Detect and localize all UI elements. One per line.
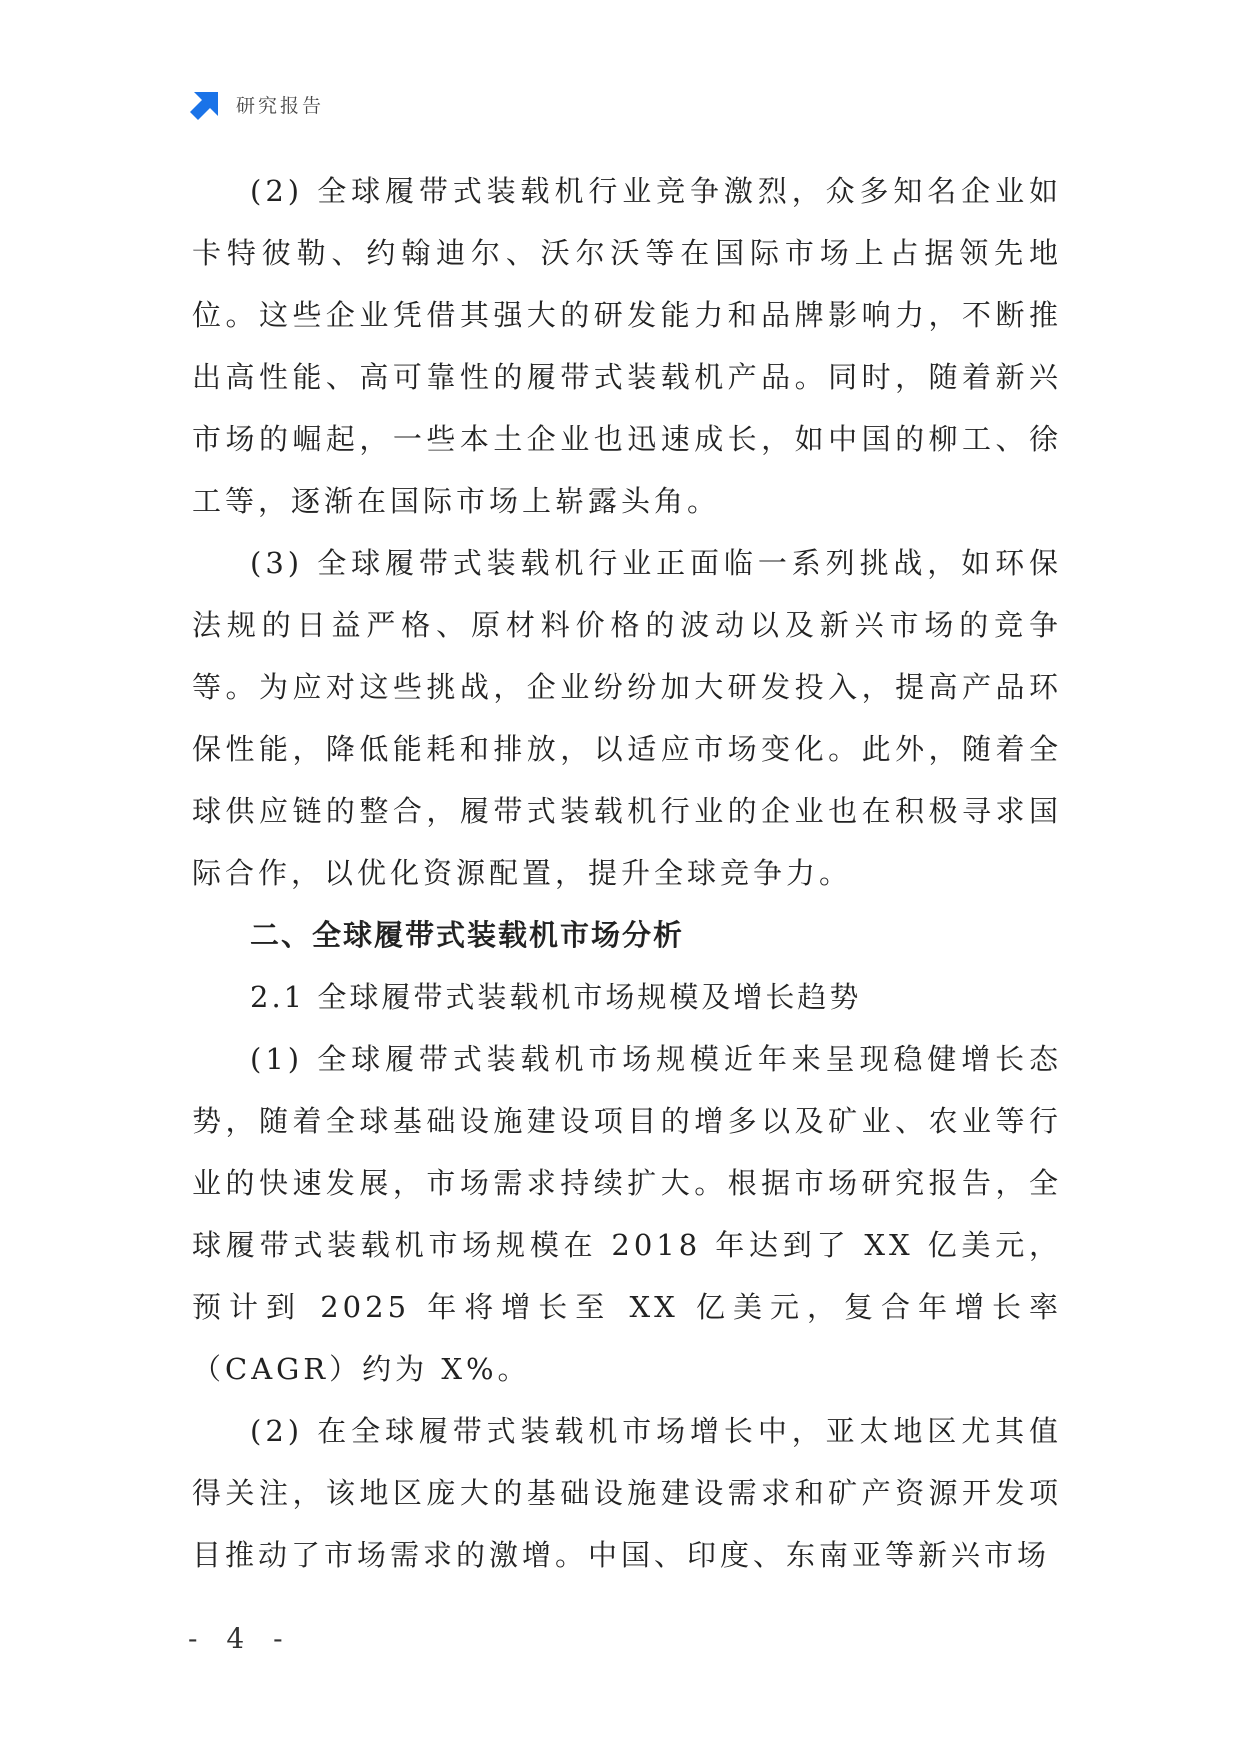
subsection-heading: 2.1 全球履带式装载机市场规模及增长趋势 — [250, 980, 862, 1014]
page-number: - 4 - — [188, 1622, 293, 1655]
header-title: 研究报告 — [236, 94, 325, 117]
arrow-up-right-icon — [190, 88, 222, 120]
paragraph-challenges: (3) 全球履带式装载机行业正面临一系列挑战，如环保法规的日益严格、原材料价格的波动以及新兴市场的竞争等。为应对这些挑战，企业纷纷加大研发投入，提高产品环保性能，降低能耗和排放，以适应市场变化。此外，随着全球供应链的整合，履带式装载机行业的企业也在积极寻求国际合作，以优化资源配置，提升全球竞争力。 — [192, 546, 1062, 890]
page-header — [190, 88, 324, 120]
paragraph-asia-pacific: (2) 在全球履带式装载机市场增长中，亚太地区尤其值得关注，该地区庞大的基础设施建设需求和矿产资源开发项目推动了市场需求的激增。中国、印度、东南亚等新兴市场 — [192, 1414, 1062, 1572]
document-body — [192, 160, 1062, 1586]
section-heading: 二、全球履带式装载机市场分析 — [250, 918, 685, 952]
paragraph-competition: (2) 全球履带式装载机行业竞争激烈，众多知名企业如卡特彼勒、约翰迪尔、沃尔沃等在国际市场上占据领先地位。这些企业凭借其强大的研发能力和品牌影响力，不断推出高性能、高可靠性的履带式装载机产品。同时，随着新兴市场的崛起，一些本土企业也迅速成长，如中国的柳工、徐工等，逐渐在国际市场上崭露头角。 — [192, 174, 1062, 518]
paragraph-market-size: (1) 全球履带式装载机市场规模近年来呈现稳健增长态势，随着全球基础设施建设项目的增多以及矿业、农业等行业的快速发展，市场需求持续扩大。根据市场研究报告，全球履带式装载机市场规模在 2018 年达到了 XX 亿美元，预计到 2025 年将增长至 XX 亿美元，复合年增长率（CAGR）约为 X%。 — [192, 1042, 1062, 1386]
